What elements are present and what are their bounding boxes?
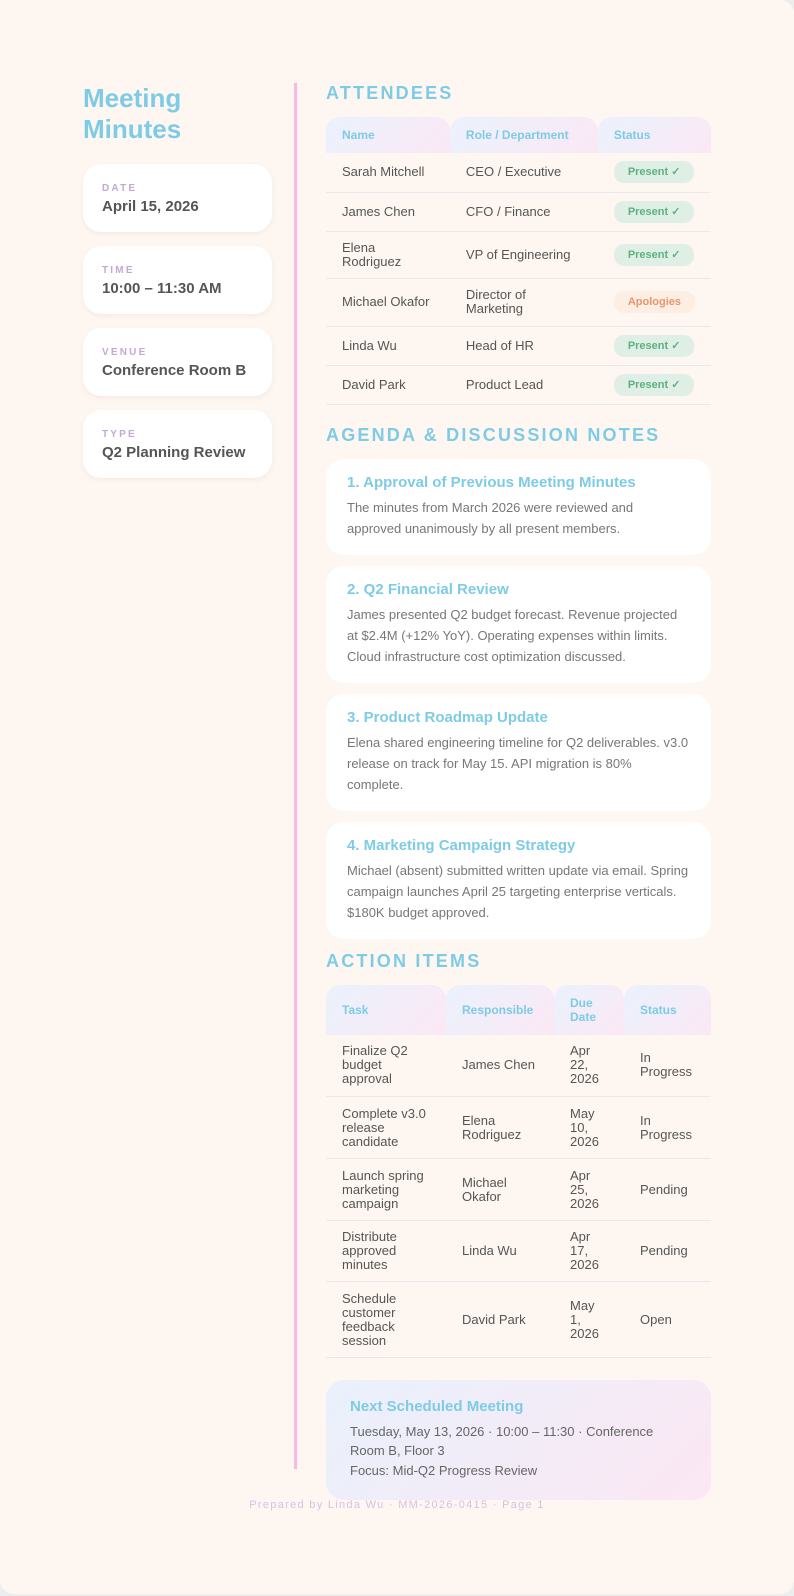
agenda-item-title: 4. Marketing Campaign Strategy: [347, 836, 576, 854]
status-cell: In Progress: [624, 1035, 711, 1097]
responsible-cell: David Park: [446, 1282, 554, 1358]
title-line-2: Minutes: [83, 114, 182, 144]
task-cell: Schedule customer feedback session: [326, 1282, 446, 1358]
task-cell: Finalize Q2 budget approval: [326, 1035, 446, 1097]
attendee-name: Michael Okafor: [326, 278, 450, 326]
attendee-role: CEO / Executive: [450, 153, 598, 192]
table-row: [326, 1035, 711, 1097]
due-date-cell: Apr 17, 2026: [554, 1221, 624, 1282]
column-header-status: Status: [624, 985, 711, 1035]
agenda-item-text: The minutes from March 2026 were reviewed and approved unanimously by all present members.: [347, 499, 634, 536]
status-cell: Pending: [624, 1221, 711, 1282]
table-row: [326, 365, 711, 404]
status-cell: In Progress: [624, 1097, 711, 1159]
column-header-status: Status: [598, 117, 711, 153]
column-header-task: Task: [326, 985, 446, 1035]
task-cell: Launch spring marketing campaign: [326, 1159, 446, 1221]
due-date-cell: Apr 25, 2026: [554, 1159, 624, 1221]
responsible-cell: Michael Okafor: [446, 1159, 554, 1221]
column-header-responsible: Responsible: [446, 985, 554, 1035]
status-badge: Present ✓: [614, 335, 695, 357]
attendee-name: David Park: [326, 365, 450, 404]
info-label: DATE: [102, 183, 138, 194]
next-meeting-title: Next Scheduled Meeting: [350, 1398, 524, 1415]
sidebar: [83, 83, 272, 492]
attendee-name: Linda Wu: [326, 326, 450, 365]
status-badge: Apologies: [614, 291, 695, 313]
status-cell: Pending: [624, 1159, 711, 1221]
info-card-time: [83, 246, 272, 314]
agenda-item-text: Michael (absent) submitted written update via email. Spring campaign launches April 25 targeting enterprise verticals. $180K budget approved.: [347, 862, 689, 920]
status-badge: Present ✓: [614, 244, 695, 266]
responsible-cell: Elena Rodriguez: [446, 1097, 554, 1159]
info-label: TIME: [102, 265, 135, 276]
agenda-heading: AGENDA & DISCUSSION NOTES: [326, 424, 661, 445]
task-cell: Distribute approved minutes: [326, 1221, 446, 1282]
due-date-cell: Apr 22, 2026: [554, 1035, 624, 1097]
info-label: TYPE: [102, 429, 137, 440]
table-row: [326, 326, 711, 365]
info-card-date: [83, 164, 272, 232]
attendees-table: [326, 117, 711, 405]
agenda-item-text: James presented Q2 budget forecast. Revenue projected at $2.4M (+12% YoY). Operating expenses within limits. Cloud infrastructure cost optimization discussed.: [347, 606, 678, 664]
agenda-item-title: 1. Approval of Previous Meeting Minutes: [347, 473, 636, 491]
task-cell: Complete v3.0 release candidate: [326, 1097, 446, 1159]
attendee-role: Director of Marketing: [450, 278, 598, 326]
agenda-item: [326, 694, 711, 811]
status-badge: Present ✓: [614, 201, 695, 223]
page-footer: Prepared by Linda Wu · MM-2026-0415 · Page 1: [249, 1499, 545, 1511]
table-row: [326, 1097, 711, 1159]
status-badge: Present ✓: [614, 161, 695, 183]
table-row: [326, 192, 711, 231]
agenda-item: [326, 822, 711, 939]
attendee-role: Product Lead: [450, 365, 598, 404]
table-row: [326, 231, 711, 278]
next-meeting-card: [326, 1380, 711, 1500]
due-date-cell: May 1, 2026: [554, 1282, 624, 1358]
attendee-role: VP of Engineering: [450, 231, 598, 278]
attendee-name: Elena Rodriguez: [326, 231, 450, 278]
attendee-role: CFO / Finance: [450, 192, 598, 231]
status-cell: Open: [624, 1282, 711, 1358]
agenda-item: [326, 566, 711, 683]
title-line-1: Meeting: [83, 83, 182, 113]
table-row: [326, 1221, 711, 1282]
action-items-heading: ACTION ITEMS: [326, 950, 482, 971]
column-header-due-date: Due Date: [554, 985, 624, 1035]
info-label: VENUE: [102, 347, 148, 358]
info-value: Q2 Planning Review: [102, 444, 246, 461]
info-card-venue: [83, 328, 272, 396]
agenda-item-text: Elena shared engineering timeline for Q2 deliverables. v3.0 release on track for May 15. API migration is 80% complete.: [347, 734, 689, 792]
attendee-role: Head of HR: [450, 326, 598, 365]
main-content: [326, 83, 711, 1500]
vertical-divider: [294, 83, 297, 1469]
agenda-item-title: 2. Q2 Financial Review: [347, 580, 509, 598]
info-value: April 15, 2026: [102, 198, 199, 215]
next-meeting-focus: Focus: Mid-Q2 Progress Review: [350, 1463, 538, 1478]
info-value: Conference Room B: [102, 362, 247, 379]
agenda-item-title: 3. Product Roadmap Update: [347, 708, 548, 726]
attendee-name: James Chen: [326, 192, 450, 231]
status-badge: Present ✓: [614, 374, 695, 396]
responsible-cell: Linda Wu: [446, 1221, 554, 1282]
table-header-row: [326, 985, 711, 1035]
column-header-role: Role / Department: [450, 117, 598, 153]
info-card-type: [83, 410, 272, 478]
table-row: [326, 1282, 711, 1358]
table-header-row: [326, 117, 711, 153]
table-row: [326, 153, 711, 192]
info-value: 10:00 – 11:30 AM: [102, 280, 222, 297]
table-row: [326, 1159, 711, 1221]
next-meeting-details: Tuesday, May 13, 2026 · 10:00 – 11:30 · Conference Room B, Floor 3: [350, 1424, 654, 1458]
page-title: [83, 83, 272, 145]
table-row: [326, 278, 711, 326]
due-date-cell: May 10, 2026: [554, 1097, 624, 1159]
column-header-name: Name: [326, 117, 450, 153]
attendees-heading: ATTENDEES: [326, 83, 454, 103]
attendee-name: Sarah Mitchell: [326, 153, 450, 192]
action-items-table: [326, 985, 711, 1359]
agenda-item: [326, 459, 711, 555]
responsible-cell: James Chen: [446, 1035, 554, 1097]
